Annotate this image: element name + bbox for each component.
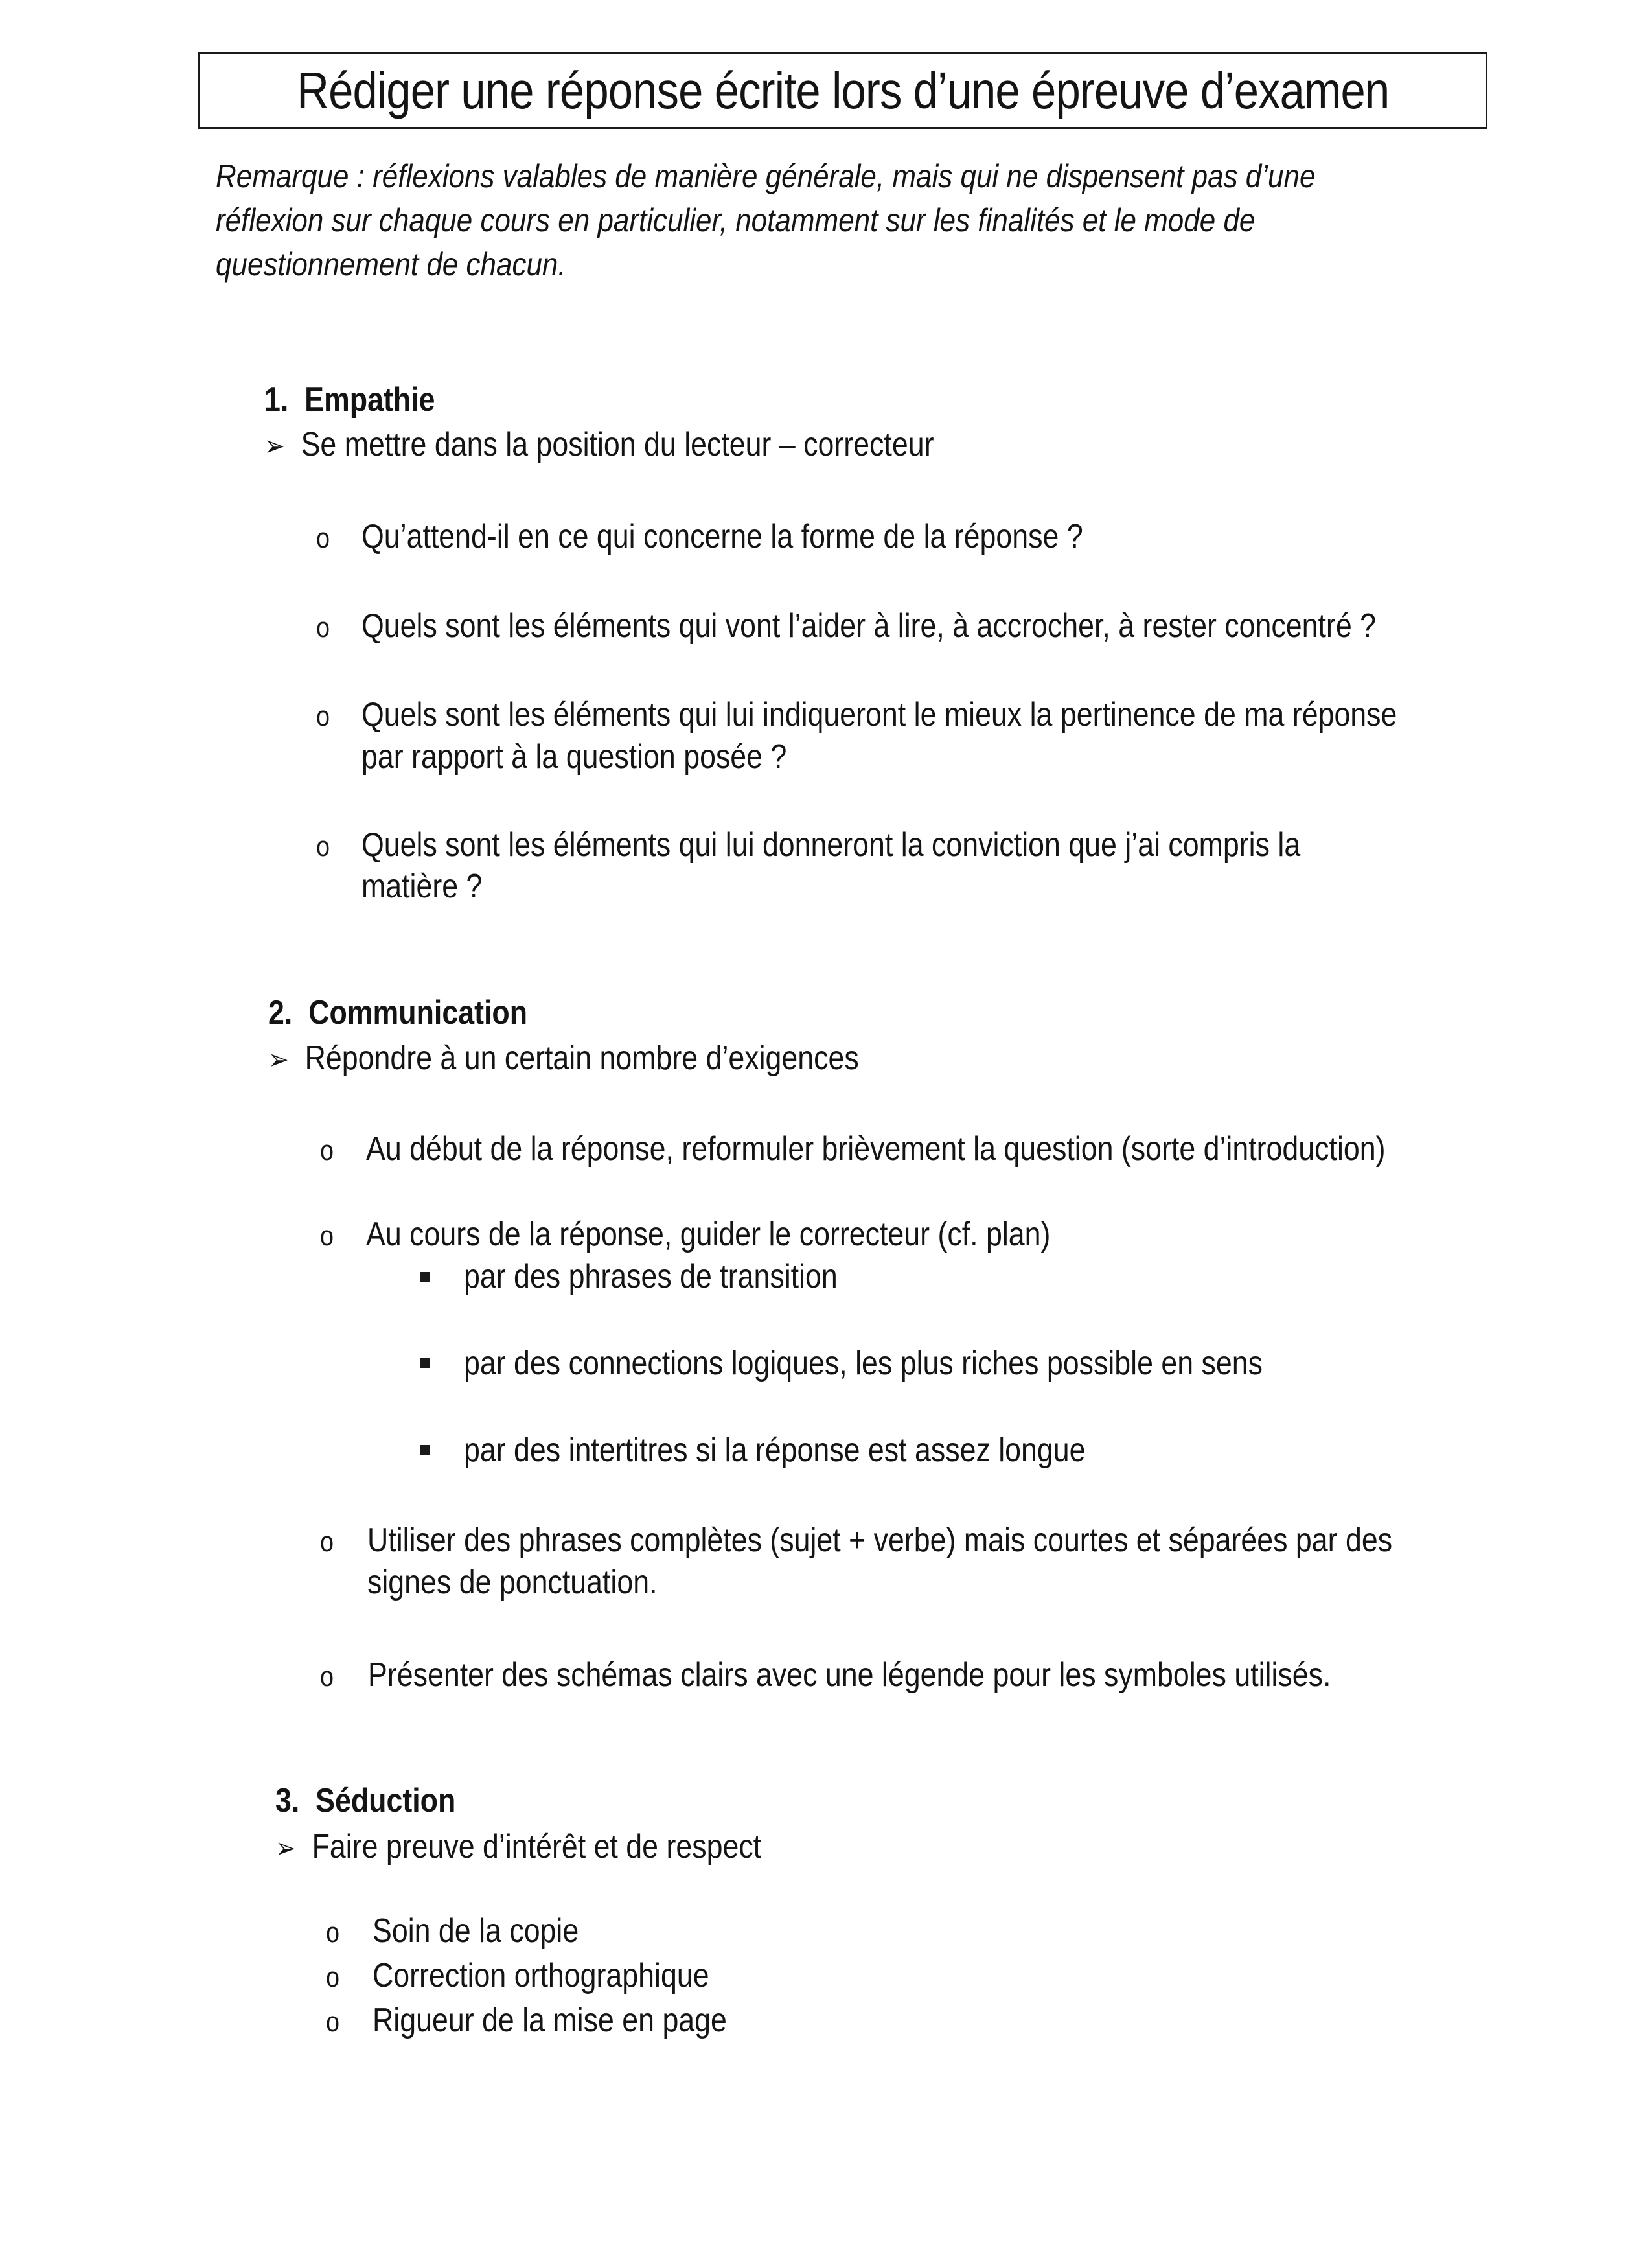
section-number: 3. [275, 1782, 300, 1820]
section-number: 1. [264, 381, 289, 419]
circle-bullet-icon: o [320, 1661, 334, 1693]
intro-text: Se mettre dans la position du lecteur – correcteur [301, 426, 934, 463]
page-title: Rédiger une réponse écrite lors d’une épreuve d’examen [296, 62, 1390, 119]
intro-text: Faire preuve d’intérêt et de respect [312, 1828, 762, 1866]
section-number: 2. [268, 994, 293, 1032]
section-heading-empathie [264, 379, 435, 421]
arrow-bullet-icon: ➢ [275, 1832, 296, 1864]
arrow-bullet-icon: ➢ [268, 1044, 289, 1076]
section-title: Empathie [304, 381, 435, 419]
list-item [320, 1654, 334, 1698]
list-item [320, 1128, 334, 1172]
section-heading-communication [268, 992, 527, 1034]
sub-item-text: par des connections logiques, les plus riches possible en sens [464, 1345, 1263, 1382]
list-item [316, 605, 330, 649]
section-intro [264, 424, 934, 467]
title-box [198, 52, 1487, 129]
list-item-text: Soin de la copie [373, 1912, 579, 1950]
square-bullet-icon [420, 1445, 430, 1455]
circle-bullet-icon: o [320, 1135, 334, 1166]
section-heading-seduction [275, 1780, 455, 1821]
list-item-text: Quels sont les éléments qui lui indiqueront le mieux la pertinence de ma réponse [361, 696, 1397, 734]
square-bullet-icon [420, 1358, 430, 1368]
list-item [326, 1955, 339, 1998]
sub-item-text: par des intertitres si la réponse est assez longue [464, 1431, 1086, 1469]
circle-bullet-icon: o [316, 831, 330, 862]
circle-bullet-icon: o [326, 1961, 340, 1993]
section-title: Séduction [315, 1782, 456, 1820]
list-item-text: Rigueur de la mise en page [373, 2002, 727, 2039]
circle-bullet-icon: o [320, 1220, 334, 1252]
list-item [316, 516, 330, 559]
list-item-text: par rapport à la question posée ? [361, 738, 787, 776]
section-title: Communication [308, 994, 528, 1032]
list-item [316, 694, 330, 737]
list-item-text: Correction orthographique [373, 1957, 709, 1994]
section-intro [268, 1037, 859, 1081]
list-item [320, 1520, 334, 1563]
circle-bullet-icon: o [316, 612, 330, 643]
sub-item-text: par des phrases de transition [464, 1258, 838, 1295]
remark-line: réflexion sur chaque cours en particulier, notamment sur les finalités et le mode de [216, 202, 1256, 238]
list-item-text: Utiliser des phrases complètes (sujet + verbe) mais courtes et séparées par des [367, 1521, 1393, 1559]
arrow-bullet-icon: ➢ [264, 430, 285, 462]
list-item-text: Quels sont les éléments qui lui donneront la conviction que j’ai compris la [361, 826, 1301, 864]
circle-bullet-icon: o [316, 522, 330, 554]
list-item-text: Quels sont les éléments qui vont l’aider à lire, à accrocher, à rester concentré ? [361, 607, 1376, 645]
section-intro [275, 1826, 761, 1869]
list-item-text: matière ? [361, 868, 483, 905]
list-item [326, 2000, 339, 2043]
list-item [326, 1910, 339, 1954]
list-item-text: Présenter des schémas clairs avec une légende pour les symboles utilisés. [368, 1656, 1331, 1694]
circle-bullet-icon: o [316, 700, 330, 732]
list-item [316, 824, 330, 868]
list-item-text: Au début de la réponse, reformuler brièvement la question (sorte d’introduction) [366, 1130, 1386, 1168]
list-item-text: Qu’attend-il en ce qui concerne la forme de la réponse ? [361, 518, 1083, 555]
circle-bullet-icon: o [326, 2006, 340, 2038]
list-item-text: Au cours de la réponse, guider le correcteur (cf. plan) [366, 1216, 1051, 1253]
remark-line: Remarque : réflexions valables de manière générale, mais qui ne dispensent pas d’une [216, 158, 1316, 194]
remark-line: questionnement de chacun. [216, 246, 566, 283]
circle-bullet-icon: o [326, 1917, 340, 1948]
list-item [320, 1214, 334, 1257]
remark [216, 154, 1327, 286]
list-item-text: signes de ponctuation. [367, 1564, 658, 1601]
circle-bullet-icon: o [320, 1526, 334, 1558]
intro-text: Répondre à un certain nombre d’exigences [304, 1039, 859, 1077]
square-bullet-icon [420, 1272, 430, 1282]
